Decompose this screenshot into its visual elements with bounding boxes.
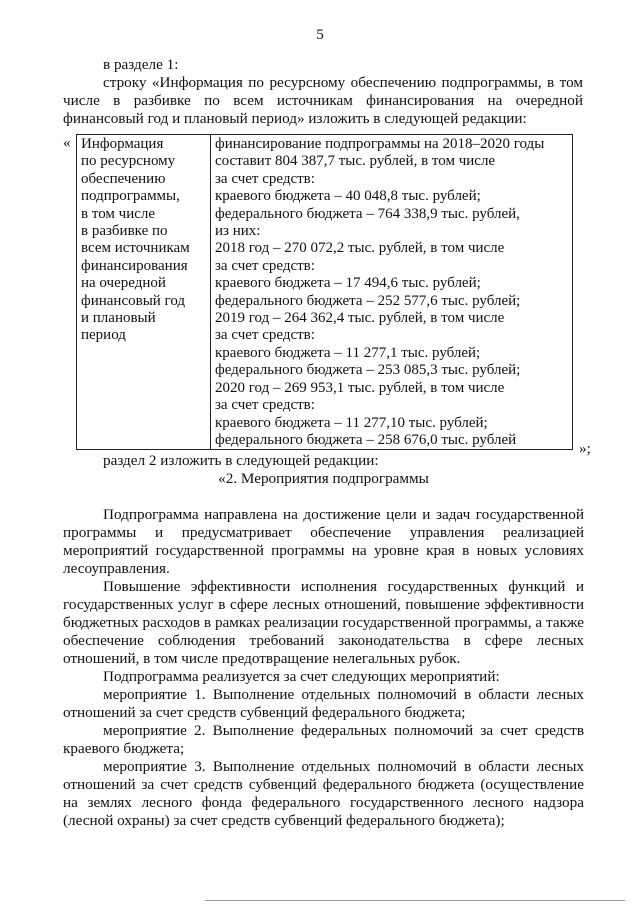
label-line: и плановый: [81, 310, 156, 327]
table-row: [77, 135, 573, 450]
paragraph: Повышение эффективности исполнения государственных функций и государственных услуг в сфере лесных отношений, повышение эффективности бюджетных расходов в рамках реализации государственной программы, а также обеспечение соблюдения требований законодательства в сфере лесных отношений, в том числе предотвращение нелегальных рубок.: [63, 578, 584, 667]
row-value-cell: [211, 135, 573, 450]
value-line: 2019 год – 264 362,4 тыс. рублей, в том числе: [215, 310, 505, 327]
value-line: федерального бюджета – 764 338,9 тыс. рублей,: [215, 205, 520, 222]
value-line: 2020 год – 269 953,1 тыс. рублей, в том числе: [215, 379, 505, 396]
row-label: [81, 136, 206, 345]
value-line: за счет средств:: [215, 327, 315, 344]
value-line: краевого бюджета – 11 277,10 тыс. рублей;: [215, 414, 488, 431]
close-quote: »;: [579, 440, 591, 457]
value-line: краевого бюджета – 40 048,8 тыс. рублей;: [215, 188, 481, 205]
label-line: подпрограммы,: [81, 188, 180, 205]
row-label-cell: [77, 135, 211, 450]
paragraph: мероприятие 2. Выполнение федеральных полномочий за счет средств краевого бюджета;: [63, 722, 584, 757]
value-line: составит 804 387,7 тыс. рублей, в том числе: [215, 153, 496, 170]
value-line: 2018 год – 270 072,2 тыс. рублей, в том числе: [215, 240, 505, 257]
value-line: федерального бюджета – 253 085,3 тыс. рублей;: [215, 362, 521, 379]
paragraph: мероприятие 3. Выполнение отдельных полномочий в области лесных отношений за счет средств субвенций федерального бюджета (осуществление на землях лесного фонда федерального государственного лесного надзора (лесной охраны) за счет средств субвенций федерального бюджета);: [63, 758, 584, 829]
section2-heading: «2. Мероприятия подпрограммы: [218, 470, 429, 487]
paragraph: Подпрограмма направлена на достижение цели и задач государственной программы и предусматривает обеспечение управления реализацией мероприятий государственной программы на уровне края в новых условиях лесоуправления.: [63, 506, 584, 577]
label-line: период: [81, 327, 126, 344]
value-line: за счет средств:: [215, 397, 315, 414]
intro-instruction: строку «Информация по ресурсному обеспечению подпрограммы, в том числе в разбивке по всем источникам финансирования на очередной финансовый год и плановый период» изложить в следующей редакции:: [63, 74, 583, 127]
label-line: финансовый год: [81, 292, 186, 309]
bottom-rule: [205, 900, 625, 901]
resource-table: [76, 134, 573, 450]
label-line: по ресурсному: [81, 153, 176, 170]
section2-body: [63, 506, 584, 830]
value-line: краевого бюджета – 17 494,6 тыс. рублей;: [215, 275, 481, 292]
label-line: всем источникам: [81, 240, 190, 257]
open-quote: «: [63, 134, 71, 151]
label-line: обеспечению: [81, 170, 166, 187]
value-line: федерального бюджета – 252 577,6 тыс. рублей;: [215, 292, 521, 309]
value-line: из них:: [215, 223, 261, 240]
label-line: финансирования: [81, 257, 188, 274]
row-value: [215, 136, 568, 449]
paragraph: Подпрограмма реализуется за счет следующих мероприятий:: [103, 668, 500, 685]
value-line: за счет средств:: [215, 170, 315, 187]
paragraph: мероприятие 1. Выполнение отдельных полномочий в области лесных отношений за счет средств субвенций федерального бюджета;: [63, 686, 584, 721]
label-line: на очередной: [81, 275, 166, 292]
section2-instruction: раздел 2 изложить в следующей редакции:: [103, 452, 379, 469]
value-line: федерального бюджета – 258 676,0 тыс. рублей: [215, 431, 517, 448]
page-number: 5: [316, 26, 324, 43]
intro-section-ref: в разделе 1:: [103, 56, 179, 73]
label-line: в разбивке по: [81, 223, 168, 240]
label-line: в том числе: [81, 205, 156, 222]
value-line: за счет средств:: [215, 257, 315, 274]
label-line: Информация: [81, 136, 164, 152]
value-line: финансирование подпрограммы на 2018–2020 годы: [215, 136, 545, 152]
value-line: краевого бюджета – 11 277,1 тыс. рублей;: [215, 344, 481, 361]
